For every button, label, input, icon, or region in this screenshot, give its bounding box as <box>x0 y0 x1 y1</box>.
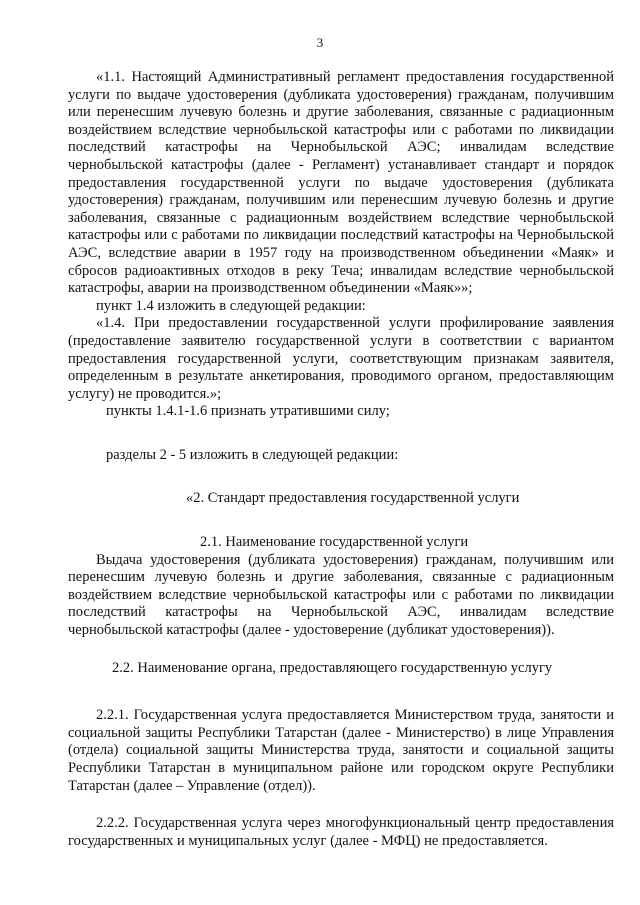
paragraph-2-1: Выдача удостоверения (дубликата удостоверения) гражданам, получившим или перенесшим лучевую болезнь и другие заболевания, связанные с радиационным воздействием вследствие чернобыльской катастрофы или с работами по ликвидации последствий катастрофы на Чернобыльской АЭС, инвалидам вследствие чернобыльской катастрофы (далее - удостоверение (дубликат удостоверения)). <box>68 551 614 639</box>
paragraph-2-2-2: 2.2.2. Государственная услуга через многофункциональный центр предоставления государственных и муниципальных услуг (далее - МФЦ) не предоставляется. <box>68 815 614 849</box>
document-body <box>68 69 614 850</box>
section-2-heading: «2. Стандарт предоставления государственной услуги <box>186 490 520 507</box>
paragraph-amend-1-4: пункт 1.4 изложить в следующей редакции: <box>96 297 366 314</box>
section-2-1-heading: 2.1. Наименование государственной услуги <box>200 534 469 551</box>
page-number: 3 <box>316 35 324 50</box>
paragraph-repeal: пункты 1.4.1-1.6 признать утратившими силу; <box>106 403 390 420</box>
paragraph-1-1: «1.1. Настоящий Административный регламент предоставления государственной услуги по выдаче удостоверения (дубликата удостоверения) гражданам, получившим или перенесшим лучевую болезнь и другие заболевания, связанные с радиационным воздействием вследствие чернобыльской катастрофы или с работами по ликвидации последствий катастрофы на Чернобыльской АЭС; инвалидам вследствие чернобыльской катастрофы (далее - Регламент) устанавливает стандарт и порядок предоставления государственной услуги по выдаче удостоверения (дубликата удостоверения) гражданам, получившим или перенесшим лучевую болезнь и другие заболевания, связанные с радиационным воздействием вследствие чернобыльской катастрофы или с работами по ликвидации последствий катастрофы на Чернобыльской АЭС, вследствие аварии в 1957 году на производственном объединении «Маяк» и сбросов радиоактивных отходов в реку Теча; инвалидам вследствие чернобыльской катастрофы, аварии на производственном объединении «Маяк»»; <box>68 69 614 297</box>
section-2-2-heading: 2.2. Наименование органа, предоставляющего государственную услугу <box>112 659 553 676</box>
paragraph-sections-amend: разделы 2 - 5 изложить в следующей редакции: <box>106 446 399 463</box>
paragraph-2-2-1: 2.2.1. Государственная услуга предоставляется Министерством труда, занятости и социальной защиты Республики Татарстан (далее - Министерство) в лице Управления (отдела) социальной защиты Министерства труда, занятости и социальной защиты Республики Татарстан в муниципальном районе или городском округе Республики Татарстан (далее – Управление (отдел)). <box>68 707 614 794</box>
paragraph-1-4: «1.4. При предоставлении государственной услуги профилирование заявления (предоставление заявителю государственной услуги в соответствии с вариантом предоставления государственной услуги, соответствующим признакам заявителя, определенным в результате анкетирования, проводимого органом, предоставляющим услугу) не проводится.»; <box>68 315 614 402</box>
